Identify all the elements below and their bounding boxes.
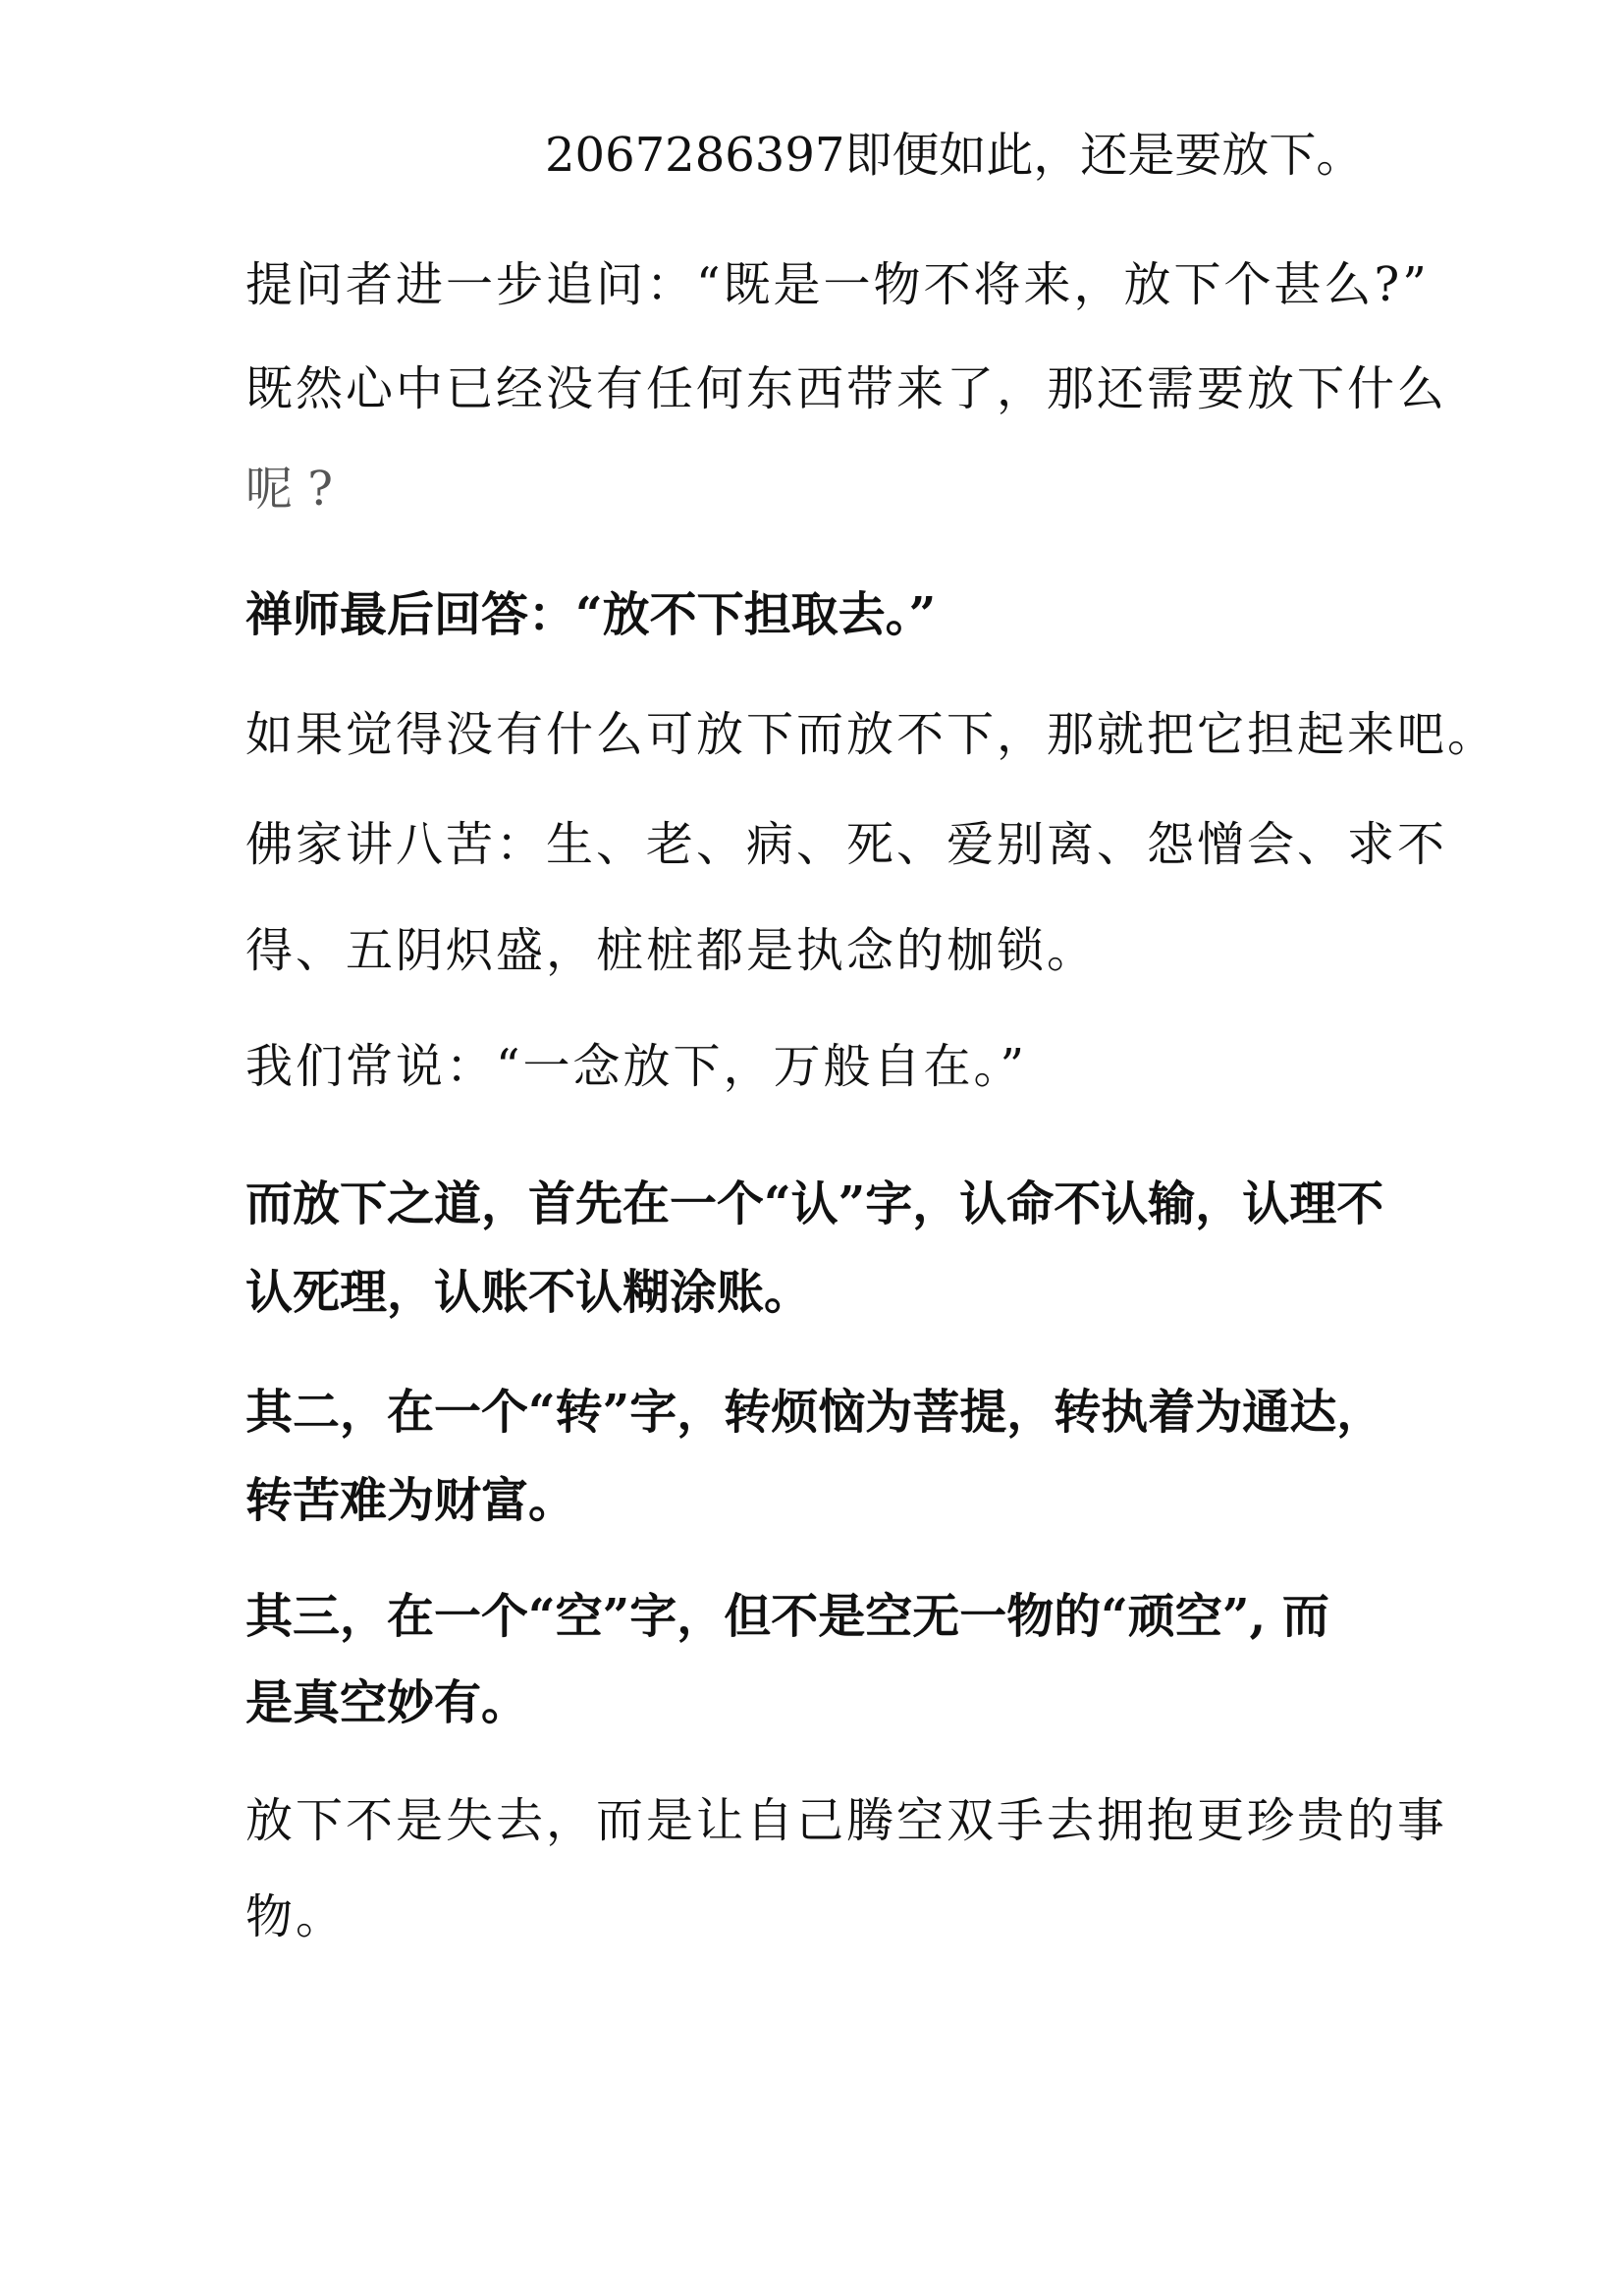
bold-line: 认死理，认账不认糊涂账。	[245, 1265, 812, 1320]
body-line: 佛家讲八苦：生、老、病、死、爱别离、怨憎会、求不	[245, 817, 1448, 872]
body-line: 我们常说：“一念放下，万般自在。”	[245, 1039, 1028, 1094]
bold-line: 转苦难为财富。	[245, 1473, 576, 1528]
bold-line: 其三，在一个“空”字，但不是空无一物的“顽空”, 而	[245, 1589, 1329, 1644]
body-line: 放下不是失去，而是让自己腾空双手去拥抱更珍贵的事	[245, 1793, 1448, 1848]
bold-line: 是真空妙有。	[245, 1675, 529, 1730]
bold-line: 禅师最后回答：“放不下担取去。”	[245, 587, 937, 642]
body-line: 得、五阴炽盛，桩桩都是执念的枷锁。	[245, 923, 1098, 978]
bold-line: 而放下之道，首先在一个“认”字，认命不认输，认理不	[245, 1176, 1384, 1231]
body-line: 物。	[245, 1889, 347, 1944]
document-title-line: 2067286397即便如此，还是要放下。	[545, 128, 1364, 183]
body-line: 如果觉得没有什么可放下而放不下，那就把它担起来吧。	[245, 707, 1498, 762]
body-line: 呢 ?	[245, 462, 333, 517]
bold-line: 其二，在一个“转”字，转烦恼为菩提，转执着为通达，	[245, 1385, 1384, 1440]
body-line: 既然心中已经没有任何东西带来了，那还需要放下什么	[245, 361, 1448, 416]
body-line: 提问者进一步追问：“既是一物不将来，放下个甚么?”	[245, 257, 1430, 312]
